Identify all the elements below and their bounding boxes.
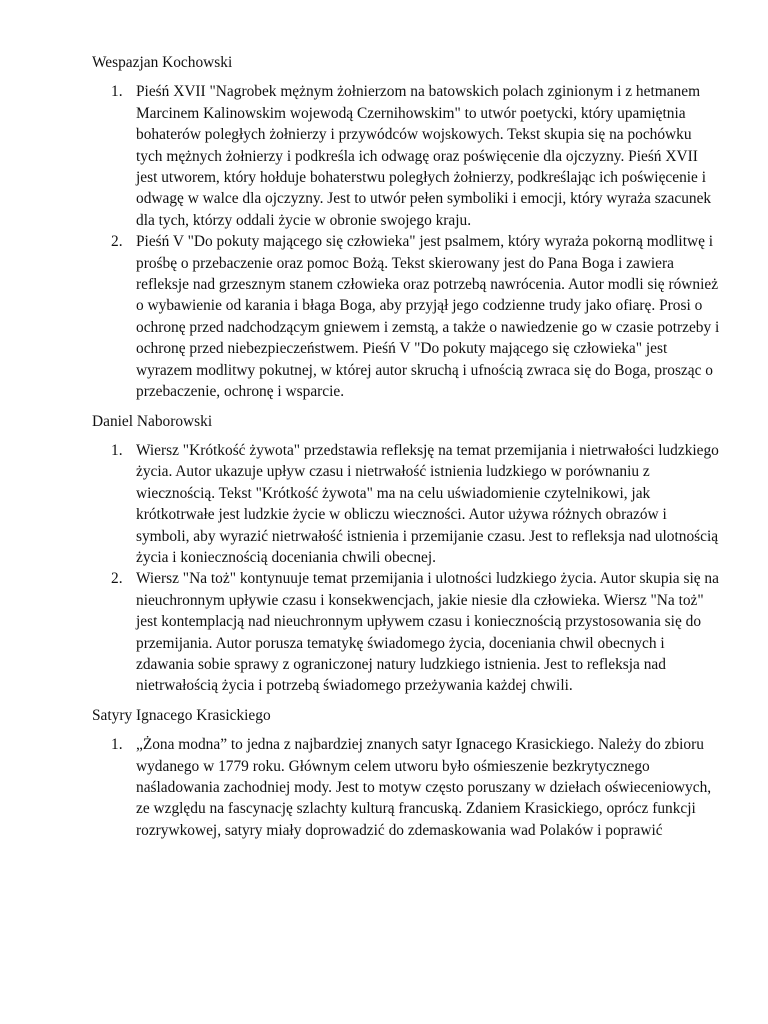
list-item-number: 2. [111,570,123,588]
section-heading: Wespazjan Kochowski [92,54,233,71]
list-item-number: 1. [111,736,123,754]
numbered-list [92,734,720,841]
list-item [92,568,720,696]
section-heading: Satyry Ignacego Krasickiego [92,706,271,724]
list-item-text: Wiersz "Krótkość żywota" przedstawia refleksję na temat przemijania i nietrwałości ludzkiego życia. Autor ukazuje upływ czasu i nietrwałość istnienia ludzkiego w porównaniu z wiecznością. Tekst "Krótkość żywota" ma na celu uświadomienie czytelnikowi, jak krótkotrwałe jest ludzkie życie w obliczu wieczności. Autor używa różnych obrazów i symboli, aby wyrazić nietrwałość istnienia i przemijanie czasu. Jest to refleksja nad ulotnością życia i koniecznością doceniania chwili obecnej. [136,441,719,566]
list-item [92,231,720,402]
list-item [92,440,720,568]
list-item-text: Pieśń XVII "Nagrobek mężnym żołnierzom na batowskich polach zginionym i z hetmanem Marcinem Kalinowskim wojewodą Czernihowskim" to utwór poetycki, który upamiętnia bohaterów poległych żołnierzy i przywódców wojskowych. Tekst skupia się na pochówku tych mężnych żołnierzy i podkreśla ich odwagę oraz poświęcenie dla ojczyzny. Pieśń XVII jest utworem, który hołduje bohaterstwu poległych żołnierzy, podkreślając ich poświęcenie i odwagę w walce dla ojczyzny. Jest to utwór pełen symboliki i emocji, który wyraża szacunek dla tych, którzy oddali życie w obronie swojego kraju. [136,83,712,229]
section-kochowski [92,52,720,403]
section-naborowski [92,411,720,697]
numbered-list [92,440,720,697]
numbered-list [92,81,720,402]
list-item-text: Wiersz "Na toż" kontynuuje temat przemijania i ulotności ludzkiego życia. Autor skupia się na nieuchronnym upływie czasu i konsekwencjach, jakie niesie dla człowieka. Wiersz "Na toż" jest kontemplacją nad nieuchronnym upływem czasu i koniecznością przystosowania się do przemijania. Autor porusza tematykę świadomego życia, doceniania chwil obecnych i zdawania sobie sprawy z ograniczonej natury ludzkiego istnienia. Jest to refleksja nad nietrwałością życia i potrzebą świadomego przeżywania każdej chwili. [136,570,719,695]
list-item [92,81,720,231]
list-item-number: 2. [111,233,123,251]
list-item-text: „Żona modna” to jedna z najbardziej znanych satyr Ignacego Krasickiego. Należy do zbioru wydanego w 1779 roku. Głównym celem utworu było ośmieszenie bezkrytycznego naśladowania zachodniej mody. Jest to motyw często poruszany w dziełach oświeceniowych, ze względu na fascynację szlachty kulturą francuską. Zdaniem Krasickiego, oprócz funkcji rozrywkowej, satyry miały doprowadzić do zdemaskowania wad Polaków i poprawić [136,736,712,839]
list-item [92,734,720,841]
list-item-number: 1. [111,441,123,459]
document-page [92,52,720,849]
list-item-text: Pieśń V "Do pokuty mającego się człowieka" jest psalmem, który wyraża pokorną modlitwę i prośbę o przebaczenie oraz pomoc Bożą. Tekst skierowany jest do Pana Boga i zawiera refleksje nad grzesznym stanem człowieka oraz potrzebą nawrócenia. Autor modli się również o wybawienie od karania i błaga Boga, aby przyjął jego codzienne trudy jako ofiarę. Prosi o ochronę przed nadchodzącym gniewem i zemstą, a także o nawiedzenie go w czasie potrzeby i ochronę przed niebezpieczeństwem. Pieśń V "Do pokuty mającego się człowieka" jest wyrazem modlitwy pokutnej, w której autor skruchą i ufnością zwraca się do Boga, prosząc o przebaczenie, ochronę i wsparcie. [136,233,720,401]
section-heading: Daniel Naborowski [92,412,213,430]
list-item-number: 1. [111,83,123,101]
section-krasicki [92,705,720,841]
